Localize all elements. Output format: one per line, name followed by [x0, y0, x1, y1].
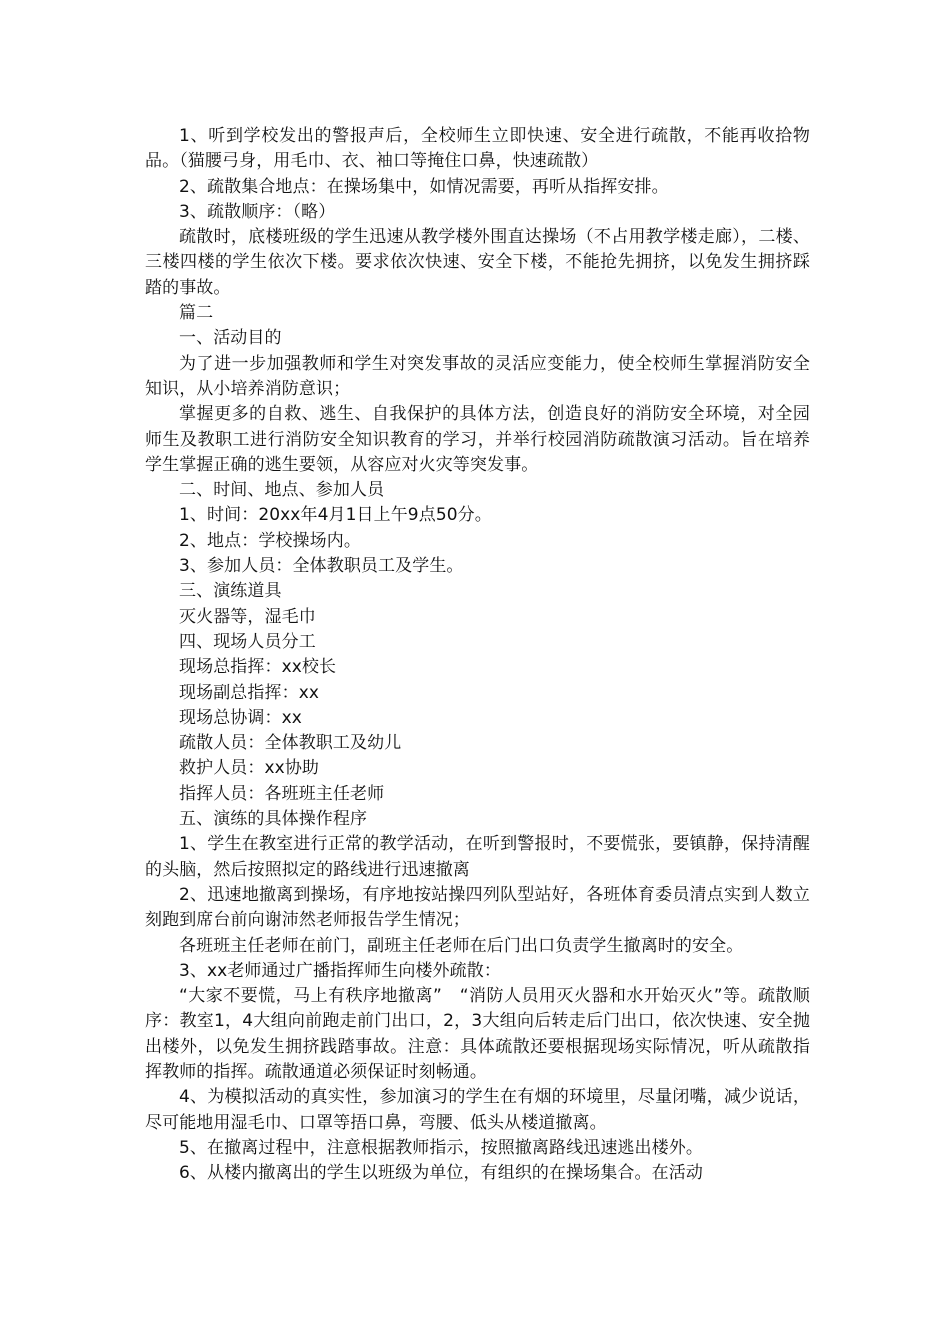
paragraph: 指挥人员：各班班主任老师 — [179, 783, 385, 804]
paragraph: 掌握更多的自救、逃生、自我保护的具体方法，创造良好的消防安全环境，对全园师生及教职工进行消防安全知识教育的学习，并举行校园消防疏散演习活动。旨在培养学生掌握正确的逃生要领，从容应对火灾等突发事。 — [145, 404, 810, 475]
paragraph: 5、在撤离过程中，注意根据教师指示，按照撤离路线迅速逃出楼外。 — [179, 1137, 703, 1158]
paragraph: 现场副总指挥：xx — [179, 682, 320, 703]
section-heading: 一、活动目的 — [179, 328, 282, 349]
section-heading: 五、演练的具体操作程序 — [179, 809, 368, 830]
paragraph: 2、地点：学校操场内。 — [179, 530, 361, 551]
paragraph: 现场总协调：xx — [179, 707, 302, 728]
paragraph: 疏散时，底楼班级的学生迅速从教学楼外围直达操场（不占用教学楼走廊），二楼、三楼四楼的学生依次下楼。要求依次快速、安全下楼，不能抢先拥挤，以免发生拥挤踩踏的事故。 — [145, 227, 810, 298]
section-heading: 三、演练道具 — [179, 581, 282, 602]
paragraph: 4、为模拟活动的真实性，参加演习的学生在有烟的环境里，尽量闭嘴，减少说话，尽可能地用湿毛巾、口罩等捂口鼻，弯腰、低头从楼道撤离。 — [145, 1087, 810, 1133]
paragraph: 3、疏散顺序：（略） — [179, 201, 336, 222]
paragraph: 现场总指挥：xx校长 — [179, 657, 337, 678]
paragraph: 灭火器等，湿毛巾 — [179, 606, 316, 627]
section-heading: 四、现场人员分工 — [179, 631, 316, 652]
paragraph: 2、疏散集合地点：在操场集中，如情况需要，再听从指挥安排。 — [179, 176, 669, 197]
paragraph: 3、xx老师通过广播指挥师生向楼外疏散： — [179, 960, 501, 981]
section-heading: 篇二 — [179, 303, 214, 324]
paragraph: 1、时间：20xx年4月1日上午9点50分。 — [179, 505, 492, 526]
paragraph: “大家不要慌，马上有秩序地撤离” “消防人员用灭火器和水开始灭火”等。疏散顺序：教室1，4大组向前跑走前门出口，2，3大组向后转走后门出口，依次快速、安全抛出楼外，以免发生拥挤践踏事故。注意：具体疏散还要根据现场实际情况，听从疏散指挥教师的指挥。疏散通道必须保证时刻畅通。 — [145, 986, 810, 1082]
paragraph: 6、从楼内撤离出的学生以班级为单位，有组织的在操场集合。在活动 — [179, 1163, 703, 1184]
paragraph: 1、听到学校发出的警报声后，全校师生立即快速、安全进行疏散，不能再收拾物品。（猫腰弓身，用毛巾、衣、袖口等掩住口鼻，快速疏散） — [145, 126, 810, 172]
document-body — [145, 124, 810, 1186]
paragraph: 1、学生在教室进行正常的教学活动，在听到警报时，不要慌张，要镇静，保持清醒的头脑，然后按照拟定的路线进行迅速撤离 — [145, 834, 810, 880]
paragraph: 2、迅速地撤离到操场，有序地按站操四列队型站好，各班体育委员清点实到人数立刻跑到席台前向谢沛然老师报告学生情况； — [145, 884, 810, 931]
paragraph: 各班班主任老师在前门，副班主任老师在后门出口负责学生撤离时的安全。 — [179, 935, 744, 956]
section-heading: 二、时间、地点、参加人员 — [179, 480, 385, 501]
paragraph: 3、参加人员：全体教职员工及学生。 — [179, 556, 464, 577]
paragraph: 疏散人员：全体教职工及幼儿 — [179, 733, 402, 754]
paragraph: 救护人员：xx协助 — [179, 758, 320, 779]
paragraph: 为了进一步加强教师和学生对突发事故的灵活应变能力，使全校师生掌握消防安全知识，从小培养消防意识； — [145, 353, 810, 399]
